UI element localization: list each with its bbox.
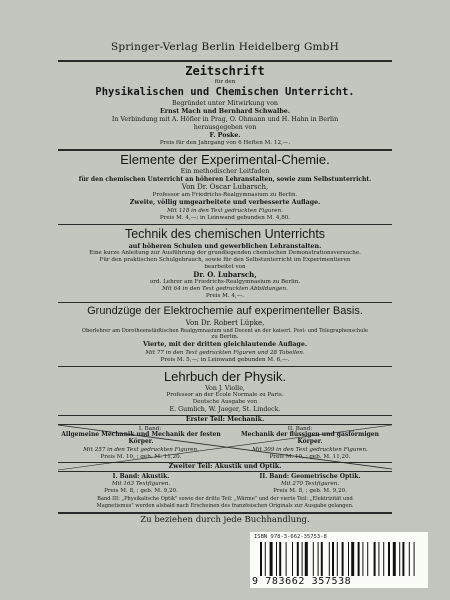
zeitschrift-fuer-den: für den [214, 79, 236, 85]
barcode-graphic [260, 542, 420, 576]
elemente-edition: Zweite, völlig umgearbeitete und verbesserte Auflage. [129, 199, 321, 206]
technik-title: Technik des chemischen Unterrichts [124, 227, 326, 241]
elemente-price: Preis M. 4,—; in Leinwand gebunden M. 4,80. [159, 215, 291, 221]
barcode-bar [265, 542, 266, 576]
isbn-barcode-box [250, 532, 428, 588]
grundzuege-title: Grundzüge der Elektrochemie auf experimenteller Basis. [87, 305, 363, 317]
grundzuege-edition: Vierte, mit der dritten gleichlautende Auflage. [142, 341, 308, 348]
elemente-line1: Ein methodischer Leitfaden [180, 168, 270, 175]
barcode-bar [414, 542, 415, 576]
elemente-figures: Mit 118 in den Text gedruckten Figuren. [167, 208, 283, 214]
barcode-bar [260, 542, 262, 576]
band1-price: Preis M. 10, ; geb. M. 11,20. [100, 454, 182, 460]
lehrbuch-translators: E. Gumlich, W. Jaeger, St. Lindeck. [169, 406, 281, 413]
band3-price: Preis M. 8, ; geb. M. 9,20. [104, 488, 178, 494]
lehrbuch-teil2: Zweiter Teil: Akustik und Optik. [168, 463, 282, 470]
zeitschrift-subtitle: Physikalischen und Chemischen Unterricht. [95, 86, 355, 98]
divider-bottom [58, 512, 392, 514]
barcode-bar [297, 542, 299, 576]
barcode-bar [332, 542, 334, 576]
zeitschrift-editor: F. Poske. [209, 132, 241, 139]
band1-title: Allgemeine Mechanik und Mechanik der festen Körper. [61, 431, 221, 445]
elemente-line2: für den chemischen Unterricht an höheren Lehranstalten, sowie zum Selbstunterricht. [78, 176, 372, 183]
technik-line4: bearbeitet von [204, 264, 246, 270]
band2-price: Preis M. 10, ; geb. M. 11,20. [269, 454, 351, 460]
zeitschrift-price: Preis für den Jahrgang von 6 Heften M. 12,—. [159, 140, 291, 146]
barcode-bar [342, 542, 344, 576]
technik-figures: Mit 64 in den Text gedruckten Abbildungen. [162, 286, 288, 292]
barcode-bar [378, 542, 379, 576]
technik-line1: auf höheren Schulen und gewerblichen Lehranstalten. [128, 243, 322, 250]
barcode-bar [383, 542, 384, 576]
barcode-bar [399, 542, 400, 576]
band3-figures: Mit 163 Textfiguren. [111, 481, 171, 487]
barcode-bar [302, 542, 303, 576]
band4-figures: Mit 270 Textfiguren. [280, 481, 340, 487]
barcode-bar [279, 542, 281, 576]
grundzuege-price: Preis M. 5,—; in Leinwand gebunden M. 6,—. [160, 357, 290, 363]
barcode-bar [329, 542, 330, 576]
lehrbuch-footer1: Band III: „Physikalische Optik" sowie der dritte Teil: „Wärme" und der vierte Teil: „Elektrizität und [97, 496, 353, 502]
elemente-line4: Professor am Friedrichs-Realgymnasium zu Berlin. [152, 192, 298, 198]
zeitschrift-line4: herausgegeben von [193, 124, 257, 131]
lehrbuch-line3: Deutsche Ausgabe von [192, 399, 258, 405]
barcode-bar [305, 542, 308, 576]
publisher-name: Springer-Verlag Berlin Heidelberg GmbH [111, 41, 339, 53]
barcode-bar [362, 542, 363, 576]
barcode-bar [388, 542, 390, 576]
lehrbuch-teil1: Erster Teil: Mechanik. [185, 416, 265, 423]
lehrbuch-line2: Professor an der Ecole Normale zu Paris. [166, 392, 284, 398]
band3-head: I. Band: Akustik. [112, 473, 170, 480]
barcode-bar [270, 542, 273, 576]
barcode-bar [286, 542, 287, 576]
elemente-author: Von Dr. Oscar Lubarsch, [181, 183, 269, 191]
band1-head: I. Band: [138, 426, 162, 432]
barcode-bar [276, 542, 277, 576]
zeitschrift-line3: In Verbindung mit A. Höfler in Prag, O. Ohmann und H. Hahn in Berlin [111, 116, 339, 123]
grundzuege-line2: Oberlehrer am Dorotheenstädtischen Realgymnasium und Docent an der kaiserl. Post- und Telegraphenschule [81, 328, 369, 334]
barcode-bar [318, 542, 319, 576]
barcode-bar [321, 542, 323, 576]
technik-line2: Eine kurze Anleitung zur Ausführung der grundlegenden chemischen Demonstrationsversuche. [89, 250, 361, 256]
lehrbuch-title: Lehrbuch der Physik. [163, 369, 287, 384]
lehrbuch-footer2: Magnetismus" werden alsbald nach Erscheinen des französischen Originals zur Ausgabe gelangen. [96, 503, 354, 509]
barcode-bar [393, 542, 396, 576]
band1-figures: Mit 257 in den Text gedruckten Figuren. [83, 447, 199, 453]
band4-head: II. Band: Geometrische Optik. [259, 473, 361, 480]
barcode-bar [409, 542, 410, 576]
band2-figures: Mit 309 in den Text gedruckten Figuren. [252, 447, 368, 453]
zeitschrift-line2: Ernst Mach und Bernhard Schwalbe. [160, 108, 290, 115]
isbn-label: ISBN 978-3-662-35753-8 [254, 534, 327, 540]
barcode-bar [374, 542, 376, 576]
barcode-bar [313, 542, 314, 576]
zeitschrift-line1: Begründet unter Mitwirkung von [172, 100, 278, 107]
grundzuege-figures: Mit 77 in den Text gedruckten Figuren und 28 Tabellen. [145, 350, 305, 356]
grundzuege-line3: zu Berlin. [211, 334, 239, 340]
zeitschrift-title: Zeitschrift [185, 64, 265, 78]
technik-price: Preis M. 4,—. [205, 293, 245, 299]
order-note: Zu beziehen durch jede Buchhandlung. [140, 515, 310, 525]
isbn-digits: 9 783662 357538 [252, 576, 352, 587]
barcode-bar [358, 542, 360, 576]
technik-line3: Für den praktischen Schulgebrauch, sowie für den Selbstunterricht im Experimentieren [99, 257, 351, 263]
barcode-bar [367, 542, 368, 576]
band4-price: Preis M. 8, ; geb. M. 9,20. [273, 488, 347, 494]
barcode-bar [351, 542, 354, 576]
grundzuege-author: Von Dr. Robert Lüpke, [185, 319, 265, 327]
band2-head: II. Band: [287, 426, 313, 432]
barcode-bar [402, 542, 404, 576]
lehrbuch-author: Von J. Violle, [205, 385, 245, 392]
barcode-bar [337, 542, 338, 576]
technik-author: Dr. O. Lubarsch, [193, 270, 257, 279]
barcode-bar [348, 542, 349, 576]
technik-line6: ord. Lehrer am Friedrichs-Realgymnasium zu Berlin. [149, 279, 301, 285]
elemente-title: Elemente der Experimental-Chemie. [120, 152, 330, 167]
band2-title: Mechanik der flüssigen und gasförmigen Körper. [241, 431, 379, 445]
barcode-bar [292, 542, 293, 576]
divider-teil2-bottom [58, 471, 392, 472]
